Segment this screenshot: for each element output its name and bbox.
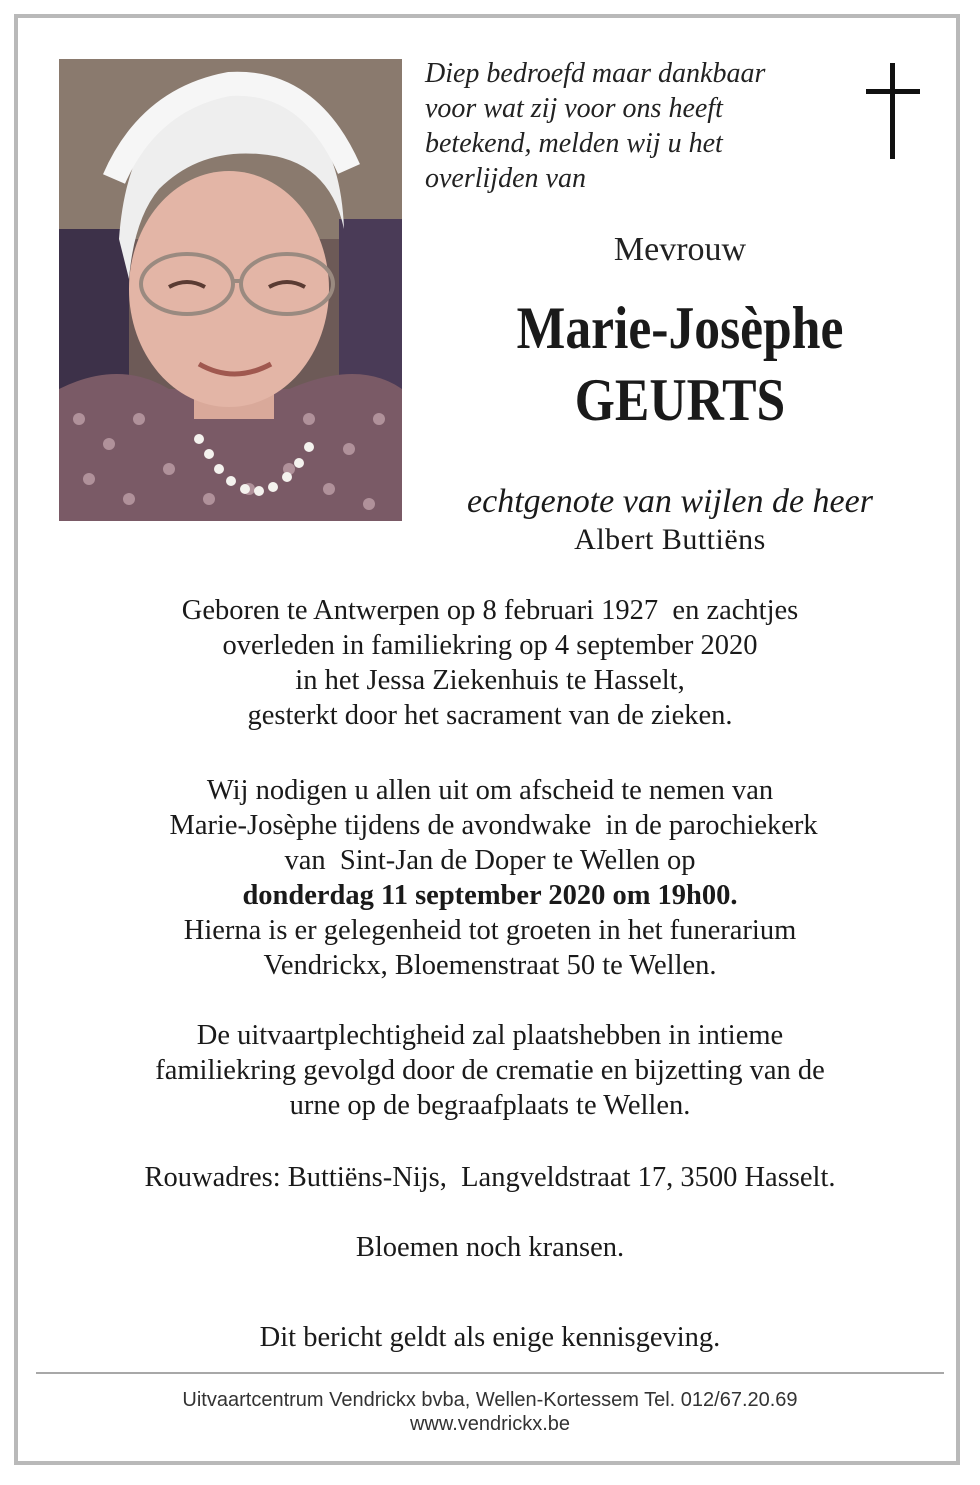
paragraph-line: De uitvaartplechtigheid zal plaatshebben in intieme <box>196 1020 784 1051</box>
paragraph-line: gesterkt door het sacrament van de zieken. <box>247 700 733 731</box>
spouse-name: Albert Buttiëns <box>574 523 766 556</box>
intro-text <box>425 56 835 196</box>
footer-divider <box>36 1372 944 1374</box>
wake-date: donderdag 11 september 2020 om 19h00. <box>242 880 738 911</box>
paragraph-line: in het Jessa Ziekenhuis te Hasselt, <box>295 665 685 696</box>
notice-line: Dit bericht geldt als enige kennisgeving. <box>259 1322 721 1353</box>
spouse-info <box>420 482 920 558</box>
paragraph-line: van Sint-Jan de Doper te Wellen op <box>284 845 696 876</box>
spouse-intro: echtgenote van wijlen de heer <box>467 483 873 520</box>
paragraph-line: urne op de begraafplaats te Wellen. <box>289 1090 691 1121</box>
intro-line: betekend, melden wij u het <box>425 128 723 159</box>
paragraph-line: familiekring gevolgd door de crematie en bijzetting van de <box>155 1055 825 1086</box>
honorific: Mevrouw <box>613 231 747 268</box>
deceased-first-name: Marie-Josèphe <box>516 295 844 361</box>
flowers-line: Bloemen noch kransen. <box>355 1232 625 1263</box>
paragraph-line: Geboren te Antwerpen op 8 februari 1927 en zachtjes <box>181 595 799 626</box>
intro-line: Diep bedroefd maar dankbaar <box>425 58 766 89</box>
mourning-address <box>30 1160 950 1195</box>
paragraph-line: Vendrickx, Bloemenstraat 50 te Wellen. <box>263 950 717 981</box>
cross-icon <box>866 63 920 159</box>
paragraph-line: Hierna is er gelegenheid tot groeten in het funerarium <box>183 915 797 946</box>
website-link[interactable]: www.vendrickx.be <box>409 1413 571 1435</box>
notice-note <box>30 1320 950 1355</box>
funeral-paragraph <box>30 1018 950 1123</box>
paragraph-line: Wij nodigen u allen uit om afscheid te nemen van <box>206 775 774 806</box>
deceased-title <box>420 228 940 436</box>
paragraph-line: Marie-Josèphe tijdens de avondwake in de parochiekerk <box>162 810 818 841</box>
birth-death-paragraph <box>30 593 950 733</box>
wake-paragraph <box>30 773 950 983</box>
intro-line: voor wat zij voor ons heeft <box>425 93 723 124</box>
deceased-last-name: GEURTS <box>574 367 786 433</box>
intro-line: overlijden van <box>425 163 586 194</box>
footer <box>30 1388 950 1436</box>
portrait-photo <box>59 59 402 521</box>
flowers-note <box>30 1230 950 1265</box>
paragraph-line: overleden in familiekring op 4 september 2020 <box>222 630 758 661</box>
portrait-illustration <box>59 59 402 521</box>
address-line: Rouwadres: Buttiëns-Nijs, Langveldstraat 17, 3500 Hasselt. <box>144 1162 836 1193</box>
funeral-home-info: Uitvaartcentrum Vendrickx bvba, Wellen-Kortessem Tel. 012/67.20.69 <box>182 1389 798 1411</box>
